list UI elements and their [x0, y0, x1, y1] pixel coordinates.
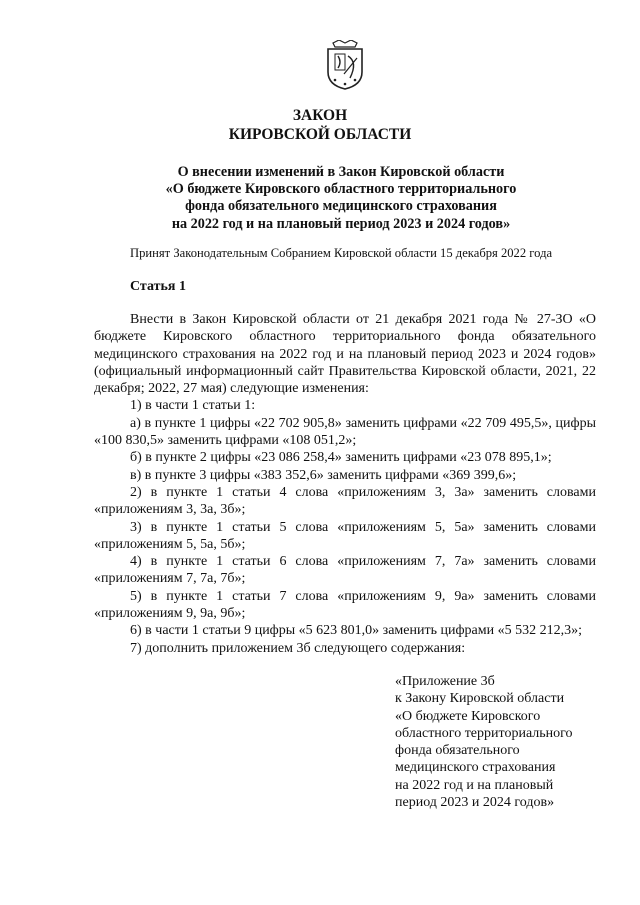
annex-line: фонда обязательного	[395, 743, 520, 759]
amendment-item: 3) в пункте 1 статьи 5 слова «приложениям 5, 5а» заменить словами «приложениям 5, 5а, 5б»;	[94, 519, 596, 552]
amendment-item: б) в пункте 2 цифры «23 086 258,4» заменить цифрами «23 078 895,1»;	[130, 450, 552, 466]
amendment-item: 2) в пункте 1 статьи 4 слова «приложениям 3, 3а» заменить словами «приложениям 3, 3а, 3б»;	[94, 484, 596, 518]
article-body	[94, 311, 596, 657]
article-heading: Статья 1	[130, 279, 186, 294]
amendment-item: 1) в части 1 статьи 1:	[130, 398, 256, 414]
subtitle-line: О внесении изменений в Закон Кировской области	[177, 164, 505, 180]
law-subtitle	[0, 164, 640, 233]
amendment-item: 5) в пункте 1 статьи 7 слова «приложениям 9, 9а» заменить словами «приложениям 9, 9а, 9б»;	[94, 588, 596, 622]
law-title	[0, 106, 640, 144]
amendment-item: 6) в части 1 статьи 9 цифры «5 623 801,0» заменить цифрами «5 532 212,3»;	[130, 623, 582, 639]
amendment-item: 4) в пункте 1 статьи 6 слова «приложениям 7, 7а» заменить словами «приложениям 7, 7а, 7б»;	[94, 554, 596, 587]
article-intro: Внести в Закон Кировской области от 21 декабря 2021 года № 27-ЗО «О бюджете Кировского областного территориального фонда обязательного медицинского страхования на 2022 год и на плановый период 2023 и 2024 годов» (официальный информационный сайт Правительства Кировской области, 2021, 22 декабря; 2022, 27 мая) следующие изменения:	[94, 312, 596, 397]
amendment-item: а) в пункте 1 цифры «22 702 905,8» заменить цифрами «22 709 495,5», цифры «100 830,5» заменить цифрами «108 051,2»;	[94, 415, 596, 449]
annex-line: «О бюджете Кировского	[395, 708, 541, 724]
annex-line: на 2022 год и на плановый	[395, 777, 554, 793]
amendment-item: 7) дополнить приложением 3б следующего содержания:	[130, 640, 466, 656]
annex-line: «Приложение 3б	[395, 674, 495, 689]
subtitle-line: на 2022 год и на плановый период 2023 и 2024 годов»	[171, 215, 511, 232]
annex-reference-block	[395, 673, 635, 811]
law-title-line-1: ЗАКОН	[292, 107, 348, 124]
adoption-note: Принят Законодательным Собранием Кировской области 15 декабря 2022 года	[130, 246, 553, 260]
annex-line: областного территориального	[395, 725, 573, 741]
annex-line: к Закону Кировской области	[395, 691, 565, 707]
annex-line: период 2023 и 2024 годов»	[395, 795, 555, 811]
coat-of-arms-icon	[324, 40, 366, 90]
amendment-item: в) в пункте 3 цифры «383 352,6» заменить цифрами «369 399,6»;	[130, 467, 517, 483]
law-title-line-2: КИРОВСКОЙ ОБЛАСТИ	[228, 126, 412, 143]
annex-line: медицинского страхования	[395, 760, 556, 776]
subtitle-line: «О бюджете Кировского областного территориального	[165, 181, 517, 198]
subtitle-line: фонда обязательного медицинского страхования	[185, 198, 497, 215]
